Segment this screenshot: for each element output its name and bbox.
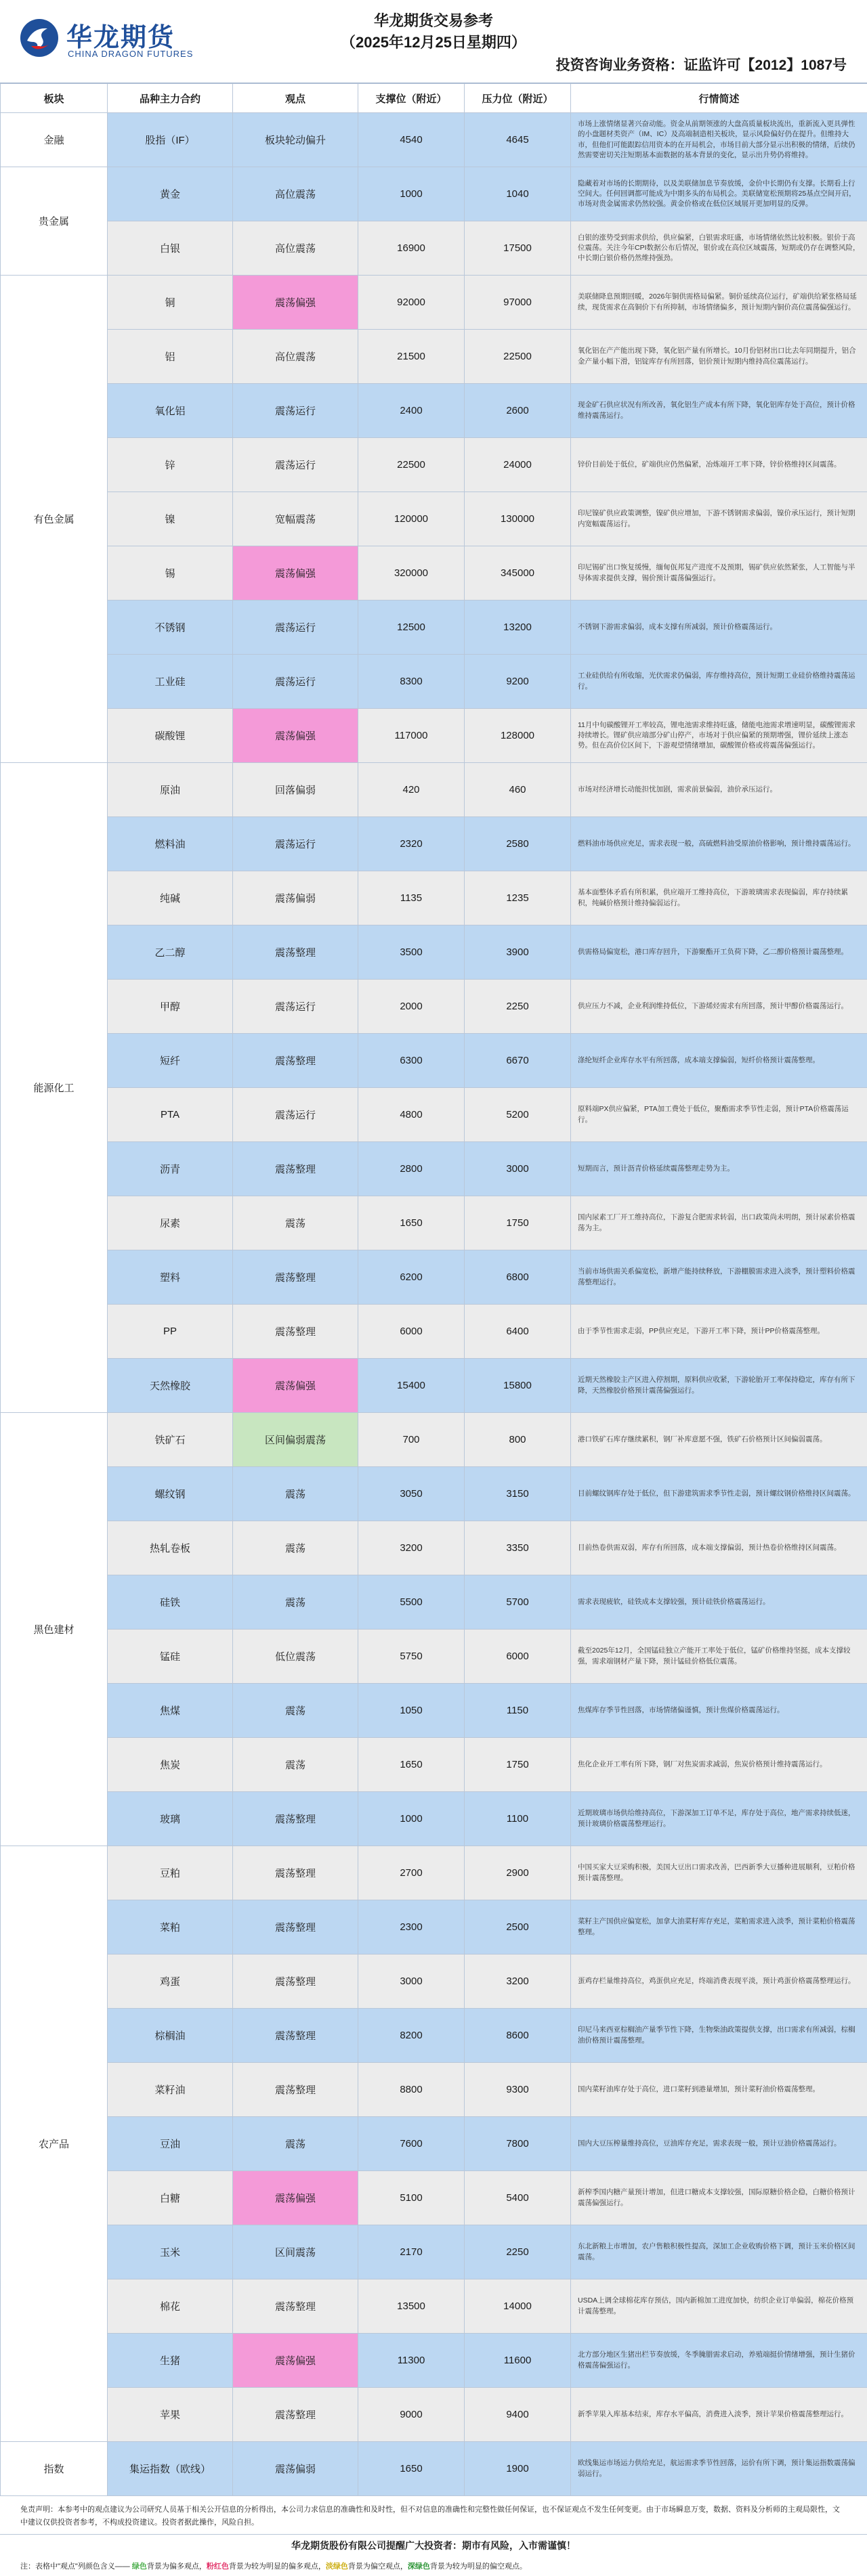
description-cell: 燃料油市场供应充足，需求表现一般，高硫燃料油受原油价格影响，预计维持震荡运行。 [571,817,867,871]
product-cell: 铝 [108,330,233,384]
support-cell: 420 [358,763,465,817]
view-cell: 震荡整理 [233,1305,358,1359]
table-row [1,1792,867,1846]
product-cell: 热轧卷板 [108,1521,233,1575]
resistance-cell: 22500 [465,330,571,384]
support-cell: 2000 [358,980,465,1034]
view-cell: 回落偏弱 [233,763,358,817]
description-cell: 基本面整体矛盾有所积累，供应端开工维持高位，下游玻璃需求表现偏弱，库存持续累积，纯碱价格预计维持偏弱运行。 [571,871,867,925]
product-cell: 锡 [108,546,233,601]
resistance-cell: 345000 [465,546,571,601]
resistance-cell: 2500 [465,1900,571,1955]
description-cell: 港口铁矿石库存继续累积，钢厂补库意愿不强，铁矿石价格预计区间偏弱震荡。 [571,1413,867,1467]
resistance-cell: 3350 [465,1521,571,1575]
description-cell: 11月中旬碳酸锂开工率较高，锂电池需求维持旺盛，储能电池需求增速明显，碳酸锂需求持续增长。锂矿供应端部分矿山停产，市场对于供应偏紧的预期增强，锂价延续上涨态势。但在高价位区间下，下游观望情绪增加，碳酸锂价格或将震荡偏强运行。 [571,709,867,763]
support-cell: 1000 [358,167,465,221]
support-cell: 1000 [358,1792,465,1846]
support-cell: 1650 [358,1196,465,1250]
resistance-cell: 5700 [465,1575,571,1630]
product-cell: 铜 [108,276,233,330]
table-row [1,2388,867,2442]
resistance-cell: 11600 [465,2334,571,2388]
product-cell: 沥青 [108,1142,233,1196]
description-cell: 国内菜籽油库存处于高位，进口菜籽到港量增加，预计菜籽油价格震荡整理。 [571,2063,867,2117]
product-cell: 天然橡胶 [108,1359,233,1413]
resistance-cell: 24000 [465,438,571,492]
product-cell: 原油 [108,763,233,817]
view-cell: 震荡整理 [233,1955,358,2009]
product-cell: 鸡蛋 [108,1955,233,2009]
product-cell: 集运指数（欧线） [108,2442,233,2496]
table-row [1,817,867,871]
col-header-product: 品种主力合约 [108,84,233,113]
product-cell: 乙二醇 [108,925,233,980]
support-cell: 21500 [358,330,465,384]
table-row [1,980,867,1034]
support-cell: 6200 [358,1250,465,1305]
table-row [1,1846,867,1900]
sector-cell: 有色金属 [1,276,108,763]
col-header-resistance: 压力位（附近） [465,84,571,113]
product-cell: 焦炭 [108,1738,233,1792]
legend-color-text: 背景为偏多观点， [146,2562,207,2571]
description-cell: 国内大豆压榨量维持高位，豆油库存充足，需求表现一般，预计豆油价格震荡运行。 [571,2117,867,2171]
view-cell: 低位震荡 [233,1630,358,1684]
product-cell: 股指（IF） [108,113,233,167]
view-cell: 宽幅震荡 [233,492,358,546]
table-row [1,1955,867,2009]
legend-prefix: 注：表格中"观点"列颜色含义—— [20,2562,130,2571]
description-cell: 焦化企业开工率有所下降，钢厂对焦炭需求减弱，焦炭价格预计维持震荡运行。 [571,1738,867,1792]
view-cell: 震荡整理 [233,1792,358,1846]
description-cell: 供应压力不减，企业利润维持低位，下游烯烃需求有所回落，预计甲醇价格震荡运行。 [571,980,867,1034]
table-row [1,1250,867,1305]
support-cell: 2320 [358,817,465,871]
description-cell: 中国买家大豆采购积极，美国大豆出口需求改善，巴西新季大豆播种进展顺利，豆粕价格预计震荡整理。 [571,1846,867,1900]
resistance-cell: 130000 [465,492,571,546]
view-cell: 震荡 [233,1684,358,1738]
page-date: （2025年12月25日星期四） [341,34,526,51]
resistance-cell: 6000 [465,1630,571,1684]
resistance-cell: 8600 [465,2009,571,2063]
view-cell: 高位震荡 [233,330,358,384]
view-cell: 震荡运行 [233,1088,358,1142]
table-row [1,2009,867,2063]
sector-cell: 指数 [1,2442,108,2496]
table-row [1,1142,867,1196]
view-cell: 震荡运行 [233,438,358,492]
view-cell: 震荡偏强 [233,2171,358,2225]
table-row [1,2171,867,2225]
support-cell: 2800 [358,1142,465,1196]
view-cell: 震荡 [233,1196,358,1250]
product-cell: 豆油 [108,2117,233,2171]
resistance-cell: 7800 [465,2117,571,2171]
table-row [1,1359,867,1413]
product-cell: 苹果 [108,2388,233,2442]
description-cell: 新季苹果入库基本结束，库存水平偏高，消费进入淡季，预计苹果价格震荡整理运行。 [571,2388,867,2442]
resistance-cell: 6800 [465,1250,571,1305]
table-row [1,925,867,980]
view-cell: 板块轮动偏升 [233,113,358,167]
product-cell: 玻璃 [108,1792,233,1846]
support-cell: 13500 [358,2279,465,2334]
resistance-cell: 2250 [465,2225,571,2279]
resistance-cell: 2600 [465,384,571,438]
resistance-cell: 3000 [465,1142,571,1196]
description-cell: 东北新粮上市增加，农户售粮积极性提高，深加工企业收购价格下调，预计玉米价格区间震荡。 [571,2225,867,2279]
description-cell: 涤纶短纤企业库存水平有所回落，成本端支撑偏弱，短纤价格预计震荡整理。 [571,1034,867,1088]
support-cell: 1135 [358,871,465,925]
product-cell: 锌 [108,438,233,492]
table-row [1,2063,867,2117]
product-cell: 螺纹钢 [108,1467,233,1521]
resistance-cell: 4645 [465,113,571,167]
logo-text-en: CHINA DRAGON FUTURES [68,49,194,59]
col-header-view: 观点 [233,84,358,113]
product-cell: 菜粕 [108,1900,233,1955]
view-cell: 震荡运行 [233,384,358,438]
product-cell: 镍 [108,492,233,546]
support-cell: 4800 [358,1088,465,1142]
table-row [1,709,867,763]
view-cell: 震荡偏弱 [233,2442,358,2496]
description-cell: 北方部分地区生猪出栏节奏放缓，冬季腌腊需求启动，养殖端挺价情绪增强，预计生猪价格震荡偏强运行。 [571,2334,867,2388]
view-cell: 震荡整理 [233,2279,358,2334]
support-cell: 3050 [358,1467,465,1521]
resistance-cell: 1750 [465,1196,571,1250]
resistance-cell: 3150 [465,1467,571,1521]
view-cell: 区间震荡 [233,2225,358,2279]
table-header-row [1,84,867,113]
resistance-cell: 128000 [465,709,571,763]
view-cell: 震荡整理 [233,1142,358,1196]
view-cell: 震荡整理 [233,2063,358,2117]
support-cell: 8300 [358,655,465,709]
description-cell: 菜籽主产国供应偏宽松，加拿大油菜籽库存充足，菜粕需求进入淡季，预计菜粕价格震荡整理。 [571,1900,867,1955]
col-header-support: 支撑位（附近） [358,84,465,113]
view-cell: 震荡偏强 [233,2334,358,2388]
support-cell: 5750 [358,1630,465,1684]
table-row [1,2279,867,2334]
description-cell: 欧线集运市场运力供给充足，航运需求季节性回落，运价有所下调，预计集运指数震荡偏弱运行。 [571,2442,867,2496]
description-cell: 现金矿石供应状况有所改善，氧化铝生产成本有所下降，氧化铝库存处于高位，预计价格维持震荡运行。 [571,384,867,438]
product-cell: 尿素 [108,1196,233,1250]
view-cell: 震荡 [233,1521,358,1575]
view-cell: 震荡整理 [233,1034,358,1088]
product-cell: 短纤 [108,1034,233,1088]
description-cell: 国内尿素工厂开工维持高位，下游复合肥需求转弱，出口政策尚未明朗，预计尿素价格震荡为主。 [571,1196,867,1250]
description-cell: 原料端PX供应偏紧，PTA加工费处于低位，聚酯需求季节性走弱，预计PTA价格震荡运行。 [571,1088,867,1142]
table-row [1,546,867,601]
support-cell: 4540 [358,113,465,167]
description-cell: 新榨季国内糖产量预计增加，但进口糖成本支撑较强，国际原糖价格企稳，白糖价格预计震荡偏强运行。 [571,2171,867,2225]
support-cell: 5100 [358,2171,465,2225]
table-row [1,1900,867,1955]
description-cell: 隐藏着对市场的长期期待，以及美联储加息节奏放缓，金价中长期仍有支撑。长期看上行空间大。任何回调都可能成为中期多头的布局机会。美联储宽松预期将25基点空间开启，市场对贵金属需求仍然较强。黄金价格或在低位区域展开更加明显的反弹。 [571,167,867,221]
table-row [1,871,867,925]
view-cell: 高位震荡 [233,221,358,276]
product-cell: 锰硅 [108,1630,233,1684]
table-row [1,601,867,655]
support-cell: 9000 [358,2388,465,2442]
product-cell: 焦煤 [108,1684,233,1738]
table-row [1,1575,867,1630]
description-cell: 需求表现疲软，硅铁成本支撑较强，预计硅铁价格震荡运行。 [571,1575,867,1630]
product-cell: 白银 [108,221,233,276]
support-cell: 3500 [358,925,465,980]
legend-color-text: 背景为较为明显的偏多观点， [228,2562,326,2571]
table-row [1,438,867,492]
support-cell: 117000 [358,709,465,763]
description-cell: 蛋鸡存栏量维持高位，鸡蛋供应充足，终端消费表现平淡，预计鸡蛋价格震荡整理运行。 [571,1955,867,2009]
disclaimer-text: 免责声明：本参考中的观点建议为公司研究人员基于相关公开信息的分析得出，本公司力求信息的准确性和及时性，但不对信息的准确性和完整性做任何保证，也不保证观点不发生任何变更。由于市场瞬息万变，数据、资料及分析师的主观局限性，文中建议仅供投资者参考，不构成投资建议。投资者据此操作，风险自担。 [20,2506,840,2527]
support-cell: 120000 [358,492,465,546]
table-row [1,1088,867,1142]
product-cell: 玉米 [108,2225,233,2279]
support-cell: 5500 [358,1575,465,1630]
resistance-cell: 9200 [465,655,571,709]
description-cell: 近期天然橡胶主产区进入停割期，原料供应收紧，下游轮胎开工率保持稳定，库存有所下降，天然橡胶价格预计震荡偏强运行。 [571,1359,867,1413]
view-cell: 震荡运行 [233,601,358,655]
table-row [1,1413,867,1467]
legend-color-text: 背景为偏空观点， [347,2562,408,2571]
resistance-cell: 9400 [465,2388,571,2442]
view-cell: 震荡整理 [233,2009,358,2063]
view-cell: 震荡运行 [233,817,358,871]
table-row [1,167,867,221]
support-cell: 92000 [358,276,465,330]
table-row [1,2117,867,2171]
table-row [1,113,867,167]
resistance-cell: 1750 [465,1738,571,1792]
sector-cell: 农产品 [1,1846,108,2442]
resistance-cell: 2900 [465,1846,571,1900]
table-row [1,1034,867,1088]
view-cell: 震荡整理 [233,1846,358,1900]
legend-color-text: 背景为较为明显的偏空观点。 [429,2562,527,2571]
description-cell: 工业硅供给有所收缩，光伏需求仍偏弱，库存维持高位，预计短期工业硅价格维持震荡运行。 [571,655,867,709]
product-cell: 氧化铝 [108,384,233,438]
resistance-cell: 6400 [465,1305,571,1359]
support-cell: 700 [358,1413,465,1467]
view-cell: 震荡偏强 [233,1359,358,1413]
description-cell: 氧化铝在产产能出现下降，氧化铝产量有所增长。10月份铝材出口比去年同期提升，铝合金产量小幅下滑，铝锭库存有所回落，铝价预计短期内维持高位震荡运行。 [571,330,867,384]
resistance-cell: 800 [465,1413,571,1467]
resistance-cell: 460 [465,763,571,817]
view-cell: 高位震荡 [233,167,358,221]
product-cell: 硅铁 [108,1575,233,1630]
product-cell: 不锈钢 [108,601,233,655]
table-row [1,2225,867,2279]
license-text: 投资咨询业务资格：证监许可【2012】1087号 [555,58,847,73]
view-cell: 震荡运行 [233,980,358,1034]
table-row [1,2334,867,2388]
reference-table [0,83,867,2496]
product-cell: 生猪 [108,2334,233,2388]
logo-text-cn: 华龙期货 [66,24,175,52]
product-cell: 菜籽油 [108,2063,233,2117]
view-cell: 震荡 [233,1575,358,1630]
resistance-cell: 1040 [465,167,571,221]
support-cell: 22500 [358,438,465,492]
support-cell: 12500 [358,601,465,655]
support-cell: 2300 [358,1900,465,1955]
table-row [1,330,867,384]
description-cell: 目前热卷供需双弱，库存有所回落，成本端支撑偏弱，预计热卷价格维持区间震荡。 [571,1521,867,1575]
footer [0,2498,867,2575]
view-cell: 震荡偏强 [233,546,358,601]
product-cell: PP [108,1305,233,1359]
description-cell: 当前市场供需关系偏宽松，新增产能持续释放，下游棚膜需求进入淡季，预计塑料价格震荡整理运行。 [571,1250,867,1305]
support-cell: 15400 [358,1359,465,1413]
view-cell: 震荡 [233,2117,358,2171]
support-cell: 1650 [358,1738,465,1792]
resistance-cell: 5200 [465,1088,571,1142]
resistance-cell: 2250 [465,980,571,1034]
col-header-sector: 板块 [1,84,108,113]
sector-cell: 能源化工 [1,763,108,1413]
view-cell: 震荡 [233,1467,358,1521]
product-cell: PTA [108,1088,233,1142]
resistance-cell: 1150 [465,1684,571,1738]
table-row [1,1467,867,1521]
description-cell: 市场对经济增长动能担忧加剧，需求前景偏弱，油价承压运行。 [571,763,867,817]
table-row [1,276,867,330]
product-cell: 纯碱 [108,871,233,925]
resistance-cell: 15800 [465,1359,571,1413]
description-cell: 不锈钢下游需求偏弱，成本支撑有所减弱，预计价格震荡运行。 [571,601,867,655]
view-cell: 震荡整理 [233,925,358,980]
product-cell: 塑料 [108,1250,233,1305]
page-title: 华龙期货交易参考 [373,12,493,29]
resistance-cell: 3200 [465,1955,571,2009]
product-cell: 白糖 [108,2171,233,2225]
support-cell: 6300 [358,1034,465,1088]
resistance-cell: 3900 [465,925,571,980]
table-row [1,763,867,817]
description-cell: 截至2025年12月，全国锰硅独立产能开工率处于低位，锰矿价格维持坚挺，成本支撑较强，需求端钢材产量下降，预计锰硅价格低位震荡。 [571,1630,867,1684]
product-cell: 豆粕 [108,1846,233,1900]
support-cell: 8800 [358,2063,465,2117]
legend-color-label: 深绿色 [407,2562,430,2571]
description-cell: 锌价目前处于低位，矿端供应仍然偏紧，冶炼端开工率下降，锌价格维持区间震荡。 [571,438,867,492]
product-cell: 碳酸锂 [108,709,233,763]
product-cell: 甲醇 [108,980,233,1034]
resistance-cell: 14000 [465,2279,571,2334]
sector-cell: 金融 [1,113,108,167]
product-cell: 工业硅 [108,655,233,709]
description-cell: 短期而言，预计沥青价格延续震荡整理走势为主。 [571,1142,867,1196]
support-cell: 16900 [358,221,465,276]
description-cell: 近期玻璃市场供给维持高位，下游深加工订单不足，库存处于高位，地产需求持续低迷，预计玻璃价格震荡整理运行。 [571,1792,867,1846]
description-cell: 印尼锡矿出口恢复缓慢，缅甸佤邦复产进度不及预期，锡矿供应依然紧张，人工智能与半导体需求提供支撑，锡价预计震荡偏强运行。 [571,546,867,601]
table-row [1,221,867,276]
resistance-cell: 1100 [465,1792,571,1846]
description-cell: USDA上调全球棉花库存预估，国内新棉加工进度加快，纺织企业订单偏弱，棉花价格预计震荡整理。 [571,2279,867,2334]
legend-color-label: 粉红色 [206,2562,229,2571]
view-cell: 震荡整理 [233,1900,358,1955]
table-row [1,2442,867,2496]
table-row [1,492,867,546]
view-cell: 震荡偏强 [233,276,358,330]
view-cell: 震荡偏强 [233,709,358,763]
table-row [1,384,867,438]
legend-color-label: 绿色 [131,2562,147,2571]
resistance-cell: 6670 [465,1034,571,1088]
table-row [1,1738,867,1792]
product-cell: 棉花 [108,2279,233,2334]
company-risk-notice: 华龙期货股份有限公司提醒广大投资者：期市有风险，入市需谨慎！ [0,2534,867,2556]
table-row [1,655,867,709]
product-cell: 铁矿石 [108,1413,233,1467]
resistance-cell: 2580 [465,817,571,871]
resistance-cell: 97000 [465,276,571,330]
description-cell: 印尼马来西亚棕榈油产量季节性下降，生物柴油政策提供支撑，出口需求有所减弱，棕榈油价格预计震荡整理。 [571,2009,867,2063]
table-row [1,1521,867,1575]
support-cell: 1050 [358,1684,465,1738]
resistance-cell: 5400 [465,2171,571,2225]
table-row [1,1305,867,1359]
table-row [1,1196,867,1250]
support-cell: 3000 [358,1955,465,2009]
support-cell: 2700 [358,1846,465,1900]
table-row [1,1684,867,1738]
support-cell: 2170 [358,2225,465,2279]
sector-cell: 黑色建材 [1,1413,108,1846]
view-cell: 震荡运行 [233,655,358,709]
description-cell: 市场上涨情绪显著兴奋动能。资金从前期领涨的大盘高质量板块流出，重新流入更具弹性的小盘题材类资产（IM、IC）及高端制造相关板块，显示风险偏好仍在提升。但维持大市，但他们可能跟踪信用资本的在开局机会，市场目前大部分显示出积极的情绪，后续仍然需要密切关注短期基本面数据的基本背景的变化，显示出升势仍将维持。 [571,113,867,167]
product-cell: 黄金 [108,167,233,221]
header [0,0,867,83]
support-cell: 1650 [358,2442,465,2496]
resistance-cell: 9300 [465,2063,571,2117]
description-cell: 美联储降息预期回暖，2026年铜供需格局偏紧。铜价延续高位运行，矿端供给紧张格局延续，现货需求在高铜价下有所抑制，市场情绪偏多，预计短期内铜价高位震荡偏强运行。 [571,276,867,330]
support-cell: 7600 [358,2117,465,2171]
view-cell: 震荡整理 [233,1250,358,1305]
product-cell: 燃料油 [108,817,233,871]
resistance-cell: 1235 [465,871,571,925]
support-cell: 320000 [358,546,465,601]
col-header-description: 行情简述 [571,84,867,113]
support-cell: 6000 [358,1305,465,1359]
sector-cell: 贵金属 [1,167,108,276]
product-cell: 棕榈油 [108,2009,233,2063]
support-cell: 11300 [358,2334,465,2388]
color-legend [0,2556,867,2575]
table-row [1,1630,867,1684]
description-cell: 由于季节性需求走弱，PP供应充足，下游开工率下降，预计PP价格震荡整理。 [571,1305,867,1359]
legend-color-label: 淡绿色 [325,2562,348,2571]
description-cell: 供需格局偏宽松，港口库存回升，下游聚酯开工负荷下降，乙二醇价格预计震荡整理。 [571,925,867,980]
support-cell: 8200 [358,2009,465,2063]
resistance-cell: 1900 [465,2442,571,2496]
resistance-cell: 17500 [465,221,571,276]
support-cell: 3200 [358,1521,465,1575]
description-cell: 焦煤库存季节性回落，市场情绪偏谨慎，预计焦煤价格震荡运行。 [571,1684,867,1738]
view-cell: 震荡 [233,1738,358,1792]
description-cell: 白银的涨势受到需求供给，供应偏紧，白银需求旺盛，市场情绪依然比较积极。银价于高位震荡。关注今年CPI数据公布后情况，银价或在高位区域震荡，短期或仍存在调整风险，中长期白银价格仍然维持强劲。 [571,221,867,276]
resistance-cell: 13200 [465,601,571,655]
support-cell: 2400 [358,384,465,438]
table-body [1,113,867,2496]
view-cell: 区间偏弱震荡 [233,1413,358,1467]
view-cell: 震荡偏弱 [233,871,358,925]
description-cell: 目前螺纹钢库存处于低位，但下游建筑需求季节性走弱，预计螺纹钢价格维持区间震荡。 [571,1467,867,1521]
description-cell: 印尼镍矿供应政策调整，镍矿供应增加，下游不锈钢需求偏弱，镍价承压运行，预计短期内宽幅震荡运行。 [571,492,867,546]
view-cell: 震荡整理 [233,2388,358,2442]
